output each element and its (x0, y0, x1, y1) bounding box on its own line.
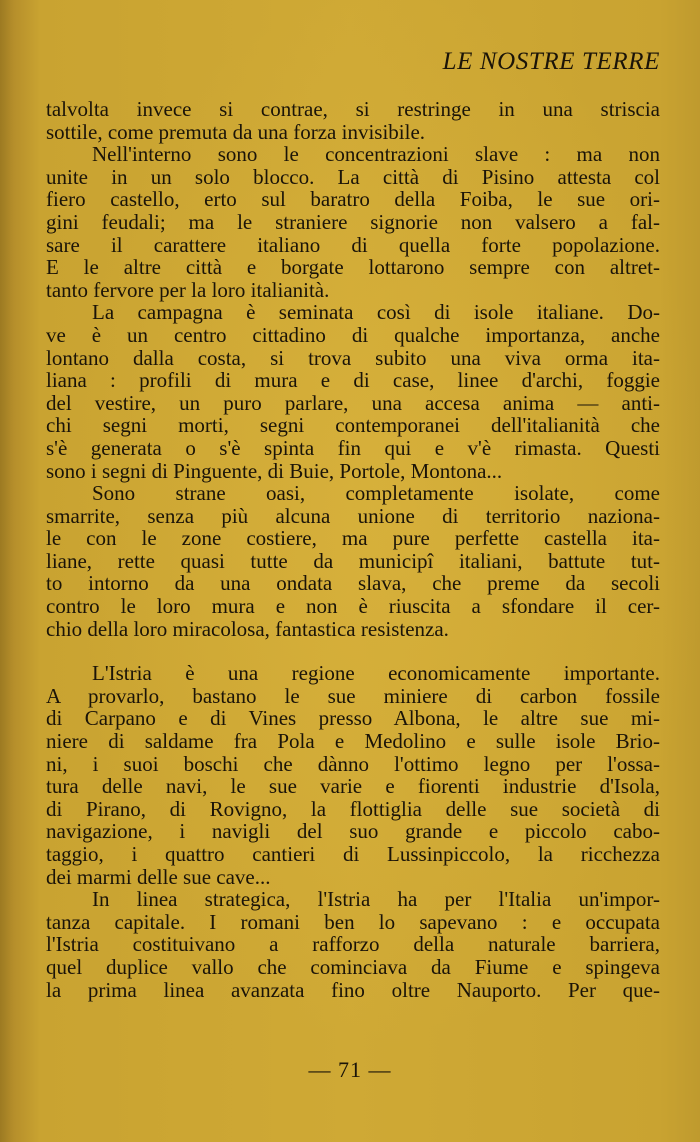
text-line: E le altre città e borgate lottarono sempre con altret- (46, 255, 660, 280)
text-line: taggio, i quattro cantieri di Lussinpiccolo, la ricchezza (46, 842, 660, 866)
text-line: liana : profili di mura e di case, linee d'archi, foggie (46, 368, 660, 393)
text-line: dei marmi delle sue cave... (46, 864, 271, 889)
page-number: — 71 — (308, 1057, 392, 1082)
text-line: sare il carattere italiano di quella forte popolazione. (46, 232, 660, 257)
text-line: chio della loro miracolosa, fantastica resistenza. (46, 616, 449, 641)
text-line: tanza capitale. I romani ben lo sapevano : e occupata (46, 909, 660, 934)
text-line: l'Istria costituivano a rafforzo della naturale barriera, (46, 932, 660, 957)
paragraph (46, 482, 660, 640)
text-line: sottile, come premuta da una forza invisibile. (46, 119, 426, 144)
text-line: gini feudali; ma le straniere signorie non valsero a fal- (46, 209, 660, 234)
paragraph (46, 98, 660, 143)
running-head: LE NOSTRE TERRE (442, 48, 660, 75)
text-line: A provarlo, bastano le sue miniere di carbon fossile (46, 683, 660, 708)
paragraph (46, 662, 660, 888)
text-line: chi segni morti, segni contemporanei dell'italianità che (46, 413, 660, 438)
text-line: la prima linea avanzata fino oltre Nauporto. Per que- (46, 977, 660, 1002)
text-line: liane, rette quasi tutte da municipî italiani, battute tut- (46, 548, 660, 573)
paragraph (46, 301, 660, 482)
text-line: del vestire, un puro parlare, una accesa anima — anti- (46, 390, 660, 415)
text-line: Sono strane oasi, completamente isolate, come (92, 481, 660, 506)
text-line: talvolta invece si contrae, si restringe in una striscia (46, 97, 660, 121)
text-line: smarrite, senza più alcuna unione di territorio naziona- (46, 503, 660, 528)
text-line: ni, i suoi boschi che dànno l'ottimo legno per l'ossa- (46, 751, 660, 776)
text-line: di Carpano e di Vines presso Albona, le altre sue mi- (46, 706, 660, 731)
text-line: Nell'interno sono le concentrazioni slave : ma non (92, 142, 660, 167)
paragraph (46, 888, 660, 1001)
text-line: La campagna è seminata così di isole italiane. Do- (92, 300, 660, 325)
text-line: contro le loro mura e non è riuscita a sfondare il cer- (46, 594, 660, 619)
body-text (46, 98, 660, 1001)
text-line: ve è un centro cittadino di qualche importanza, anche (46, 322, 660, 347)
text-line: navigazione, i navigli del suo grande e piccolo cabo- (46, 819, 660, 844)
text-line: L'Istria è una regione economicamente importante. (92, 661, 660, 686)
text-line: sono i segni di Pinguente, di Buie, Portole, Montona... (46, 458, 503, 483)
text-line: tanto fervore per la loro italianità. (46, 277, 330, 302)
paragraph-gap (46, 640, 660, 662)
text-line: le con le zone costiere, ma pure perfette castella ita- (46, 526, 660, 551)
text-line: lontano dalla costa, si trova subito una viva orma ita- (46, 345, 660, 370)
paragraph (46, 143, 660, 301)
text-line: s'è generata o s'è spinta fin qui e v'è rimasta. Questi (46, 435, 660, 460)
text-line: di Pirano, di Rovigno, la flottiglia delle sue società di (46, 796, 660, 821)
text-line: to intorno da una ondata slava, che preme da secoli (46, 571, 660, 596)
text-line: In linea strategica, l'Istria ha per l'Italia un'impor- (92, 887, 660, 912)
text-line: fiero castello, erto sul baratro della Foiba, le sue ori- (46, 187, 660, 212)
text-line: quel duplice vallo che cominciava da Fiume e spingeva (46, 954, 660, 979)
text-line: unite in un solo blocco. La città di Pisino attesta col (46, 164, 660, 189)
text-line: tura delle navi, le sue varie e fiorenti industrie d'Isola, (46, 774, 660, 799)
text-line: niere di saldame fra Pola e Medolino e sulle isole Brio- (46, 729, 660, 754)
